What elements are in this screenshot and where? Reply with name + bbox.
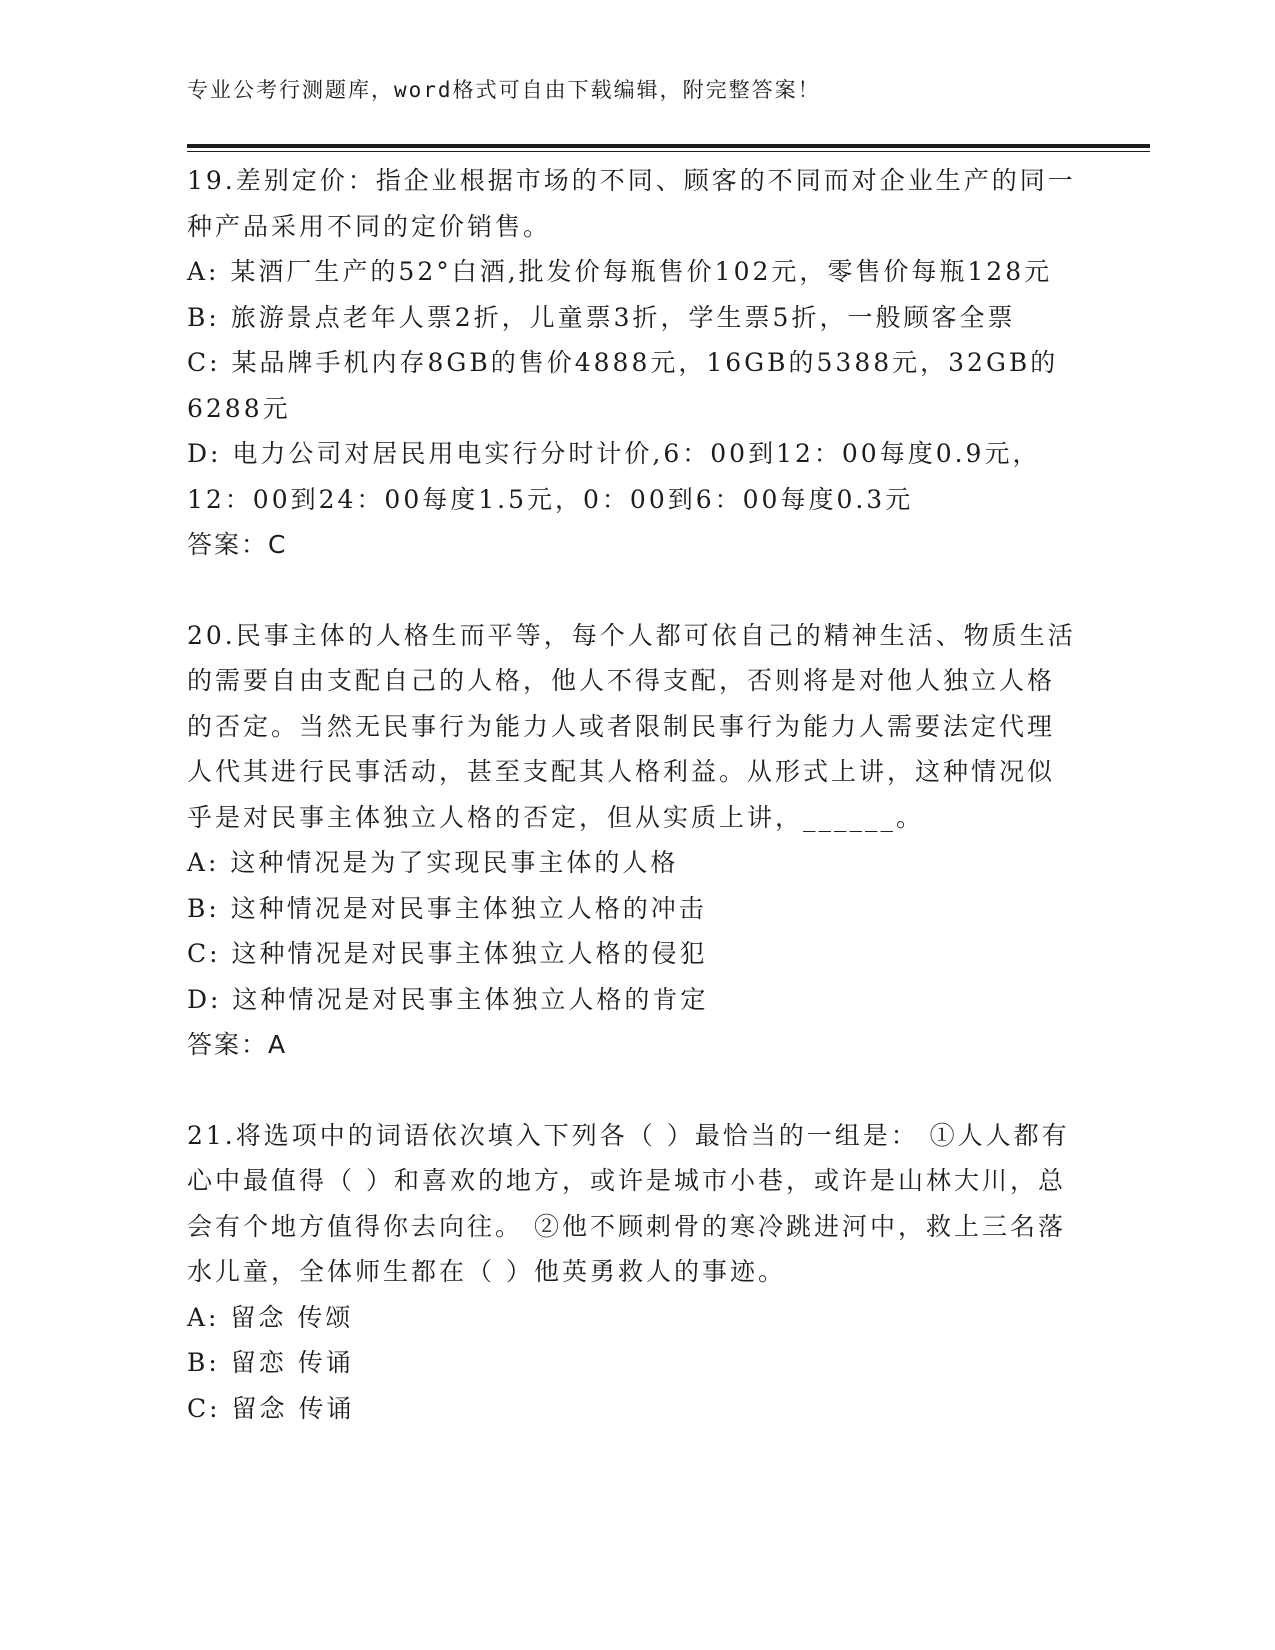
question-spacer [187,568,1077,613]
option-b: B: 旅游景点老年人票2折，儿童票3折，学生票5折，一般顾客全票 [187,302,1016,332]
question-20 [187,613,1077,1068]
option-a: A: 这种情况是为了实现民事主体的人格 [187,848,679,877]
question-stem: 19.差别定价：指企业根据市场的不同、顾客的不同而对企业生产的同一种产品采用不同的定价销售。 [187,166,1076,241]
option-b: B: 这种情况是对民事主体独立人格的冲击 [187,893,707,923]
question-19 [187,158,1077,568]
option-d: D: 这种情况是对民事主体独立人格的肯定 [187,984,709,1014]
answer-line: 答案：C [187,530,288,559]
option-a: A: 某酒厂生产的52°白酒,批发价每瓶售价102元，零售价每瓶128元 [187,257,1053,286]
option-d: D: 电力公司对居民用电实行分时计价,6：00到12：00每度0.9元，12：00到24：00每度1.5元，0：00到6：00每度0.3元 [187,439,1041,514]
question-stem: 20.民事主体的人格生而平等，每个人都可依自己的精神生活、物质生活的需要自由支配自己的人格，他人不得支配，否则将是对他人独立人格的否定。当然无民事行为能力人或者限制民事行为能力人需要法定代理人代其进行民事活动，甚至支配其人格利益。从形式上讲，这种情况似乎是对民事主体独立人格的否定，但从实质上讲，______。 [187,620,1076,832]
option-c: C: 这种情况是对民事主体独立人格的侵犯 [187,939,708,968]
answer-line: 答案：A [187,1030,288,1059]
question-list [187,158,1077,1431]
option-c: C: 某品牌手机内存8GB的售价4888元，16GB的5388元，32GB的6288元 [187,348,1059,423]
option-b: B: 留恋 传诵 [187,1348,354,1377]
option-c: C: 留念 传诵 [187,1393,355,1423]
header-rule-thin [187,151,1150,152]
question-21 [187,1113,1077,1432]
question-spacer [187,1068,1077,1113]
option-a: A: 留念 传颂 [187,1302,354,1332]
question-stem: 21.将选项中的词语依次填入下列各（ ）最恰当的一组是： ①人人都有心中最值得（ ）和喜欢的地方，或许是城市小巷，或许是山林大川，总会有个地方值得你去向往。 ②他不顾刺骨的寒冷跳进河中，救上三名落水儿童，全体师生都在（ ）他英勇救人的事迹。 [187,1120,1070,1286]
page-header-text: 专业公考行测题库，word格式可自由下载编辑，附完整答案！ [187,78,821,102]
header-rule-thick [187,144,1150,148]
